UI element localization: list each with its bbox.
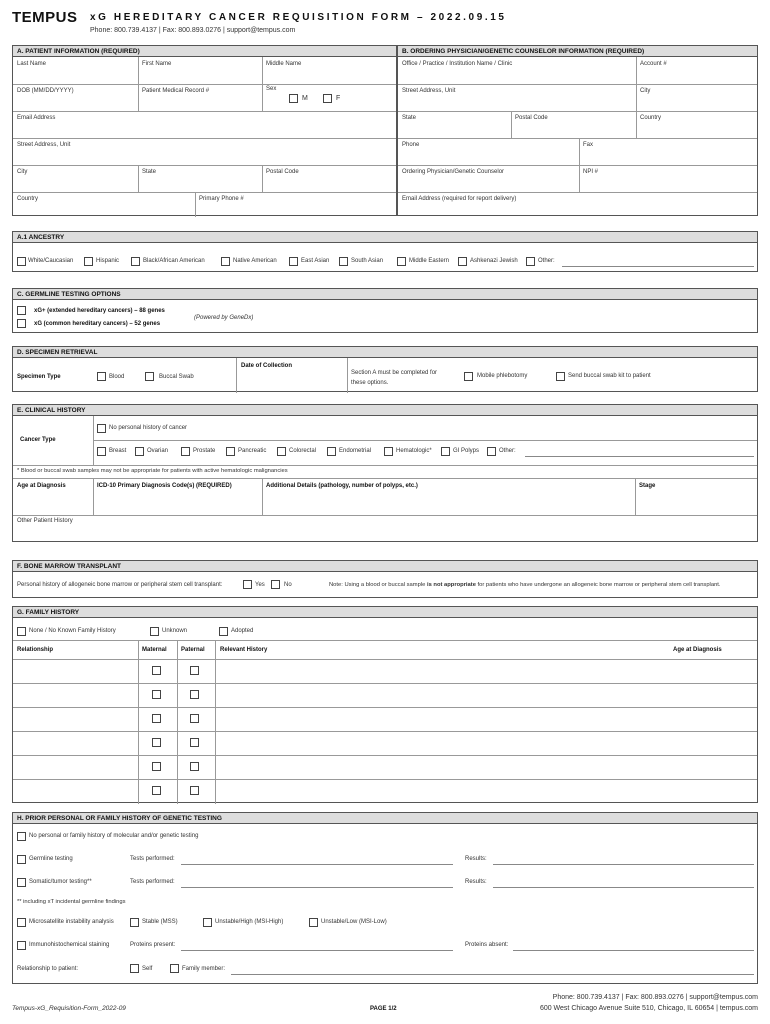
other-patient-history-field[interactable]: Other Patient History <box>17 518 73 524</box>
transplant-question: Personal history of allogeneic bone marrow or peripheral stem cell transplant: <box>17 582 223 588</box>
ancestry-option: Native American <box>233 258 277 264</box>
blood-label: Blood <box>109 374 125 380</box>
germline-results-label: Results: <box>465 856 487 862</box>
section-b-title: B. ORDERING PHYSICIAN/GENETIC COUNSELOR INFORMATION (REQUIRED) <box>398 46 757 57</box>
somatic-results-input[interactable] <box>493 887 754 888</box>
transplant-yes-checkbox[interactable] <box>243 580 252 589</box>
form-id: Tempus-xG_Requisition-Form_2022-09 <box>12 1005 126 1012</box>
sex-female-checkbox[interactable] <box>323 94 332 103</box>
stage-field[interactable]: Stage <box>639 483 656 489</box>
physician-street-field[interactable]: Street Address, Unit <box>402 88 456 94</box>
cancer-type-option: Breast <box>109 448 127 454</box>
maternal-checkbox[interactable] <box>152 690 161 699</box>
section-f-transplant <box>12 560 758 598</box>
genedx-note: (Powered by GeneDx) <box>194 315 254 321</box>
patient-postal-field[interactable]: Postal Code <box>266 169 299 175</box>
ancestry-checkbox[interactable] <box>526 257 535 266</box>
section-e-clinical <box>12 404 758 542</box>
ancestry-checkbox[interactable] <box>339 257 348 266</box>
germline-tests-label: Tests performed: <box>130 856 175 862</box>
ancestry-checkbox[interactable] <box>397 257 406 266</box>
ancestry-checkbox[interactable] <box>84 257 93 266</box>
no-family-history-label: None / No Known Family History <box>29 628 116 634</box>
office-field[interactable]: Office / Practice / Institution Name / Clinic <box>402 61 513 67</box>
sex-male-label: M <box>302 95 308 102</box>
family-age-header: Age at Diagnosis <box>673 647 722 653</box>
msi-high-label: Unstable/High (MSI-High) <box>215 919 284 925</box>
no-family-history-checkbox[interactable] <box>17 627 26 636</box>
cancer-type-option: Endometrial <box>339 448 372 454</box>
msi-analysis-label: Microsatellite instability analysis <box>29 919 114 925</box>
section-a1-ancestry <box>12 231 758 272</box>
cancer-type-checkbox[interactable] <box>277 447 286 456</box>
transplant-note: Note: Using a blood or buccal sample is not appropriate for patients who have undergone an allogeneic bone marrow or peripheral stem cell transplant. <box>329 582 721 588</box>
paternal-checkbox[interactable] <box>190 714 199 723</box>
xg-plus-label: xG+ (extended hereditary cancers) – 88 genes <box>34 308 165 314</box>
xg-label: xG (common hereditary cancers) – 52 genes <box>34 321 161 327</box>
additional-details-field[interactable]: Additional Details (pathology, number of polyps, etc.) <box>266 483 418 489</box>
transplant-no-label: No <box>284 582 292 588</box>
cancer-type-option: Prostate <box>193 448 216 454</box>
no-prior-testing-checkbox[interactable] <box>17 832 26 841</box>
family-member-checkbox[interactable] <box>170 964 179 973</box>
ancestry-option: South Asian <box>351 258 384 264</box>
maternal-checkbox[interactable] <box>152 762 161 771</box>
family-member-label: Family member: <box>182 966 226 972</box>
msi-low-checkbox[interactable] <box>309 918 318 927</box>
germline-testing-label: Germline testing <box>29 856 73 862</box>
hematologic-footnote: * Blood or buccal swab samples may not be appropriate for patients with active hematologic malignancies <box>17 468 288 474</box>
cancer-type-checkbox[interactable] <box>441 447 450 456</box>
cancer-type-checkbox[interactable] <box>384 447 393 456</box>
physician-fax-field[interactable]: Fax <box>583 142 594 148</box>
no-cancer-history-checkbox[interactable] <box>97 424 106 433</box>
mss-checkbox[interactable] <box>130 918 139 927</box>
cancer-type-checkbox[interactable] <box>97 447 106 456</box>
ancestry-checkbox[interactable] <box>131 257 140 266</box>
send-kit-checkbox[interactable] <box>556 372 565 381</box>
adopted-label: Adopted <box>231 628 254 634</box>
somatic-testing-label: Somatic/tumor testing** <box>29 879 92 885</box>
ancestry-option: East Asian <box>301 258 330 264</box>
cancer-other-input[interactable] <box>525 456 754 457</box>
section-h-prior-testing <box>12 812 758 984</box>
adopted-checkbox[interactable] <box>219 627 228 636</box>
somatic-results-label: Results: <box>465 879 487 885</box>
ihc-staining-checkbox[interactable] <box>17 941 26 950</box>
patient-country-field[interactable]: Country <box>17 196 39 202</box>
collection-date-field[interactable]: Date of Collection <box>241 363 293 369</box>
patient-city-field[interactable]: City <box>17 169 28 175</box>
relationship-header: Relationship <box>17 647 54 653</box>
maternal-checkbox[interactable] <box>152 738 161 747</box>
family-member-input[interactable] <box>231 974 754 975</box>
physician-country-field[interactable]: Country <box>640 115 662 121</box>
footer-contact: Phone: 800.739.4137 | Fax: 800.893.0276 | support@tempus.com <box>552 994 758 1001</box>
maternal-checkbox[interactable] <box>152 786 161 795</box>
self-label: Self <box>142 966 153 972</box>
relevant-history-header: Relevant History <box>220 647 268 653</box>
form-title: xG HEREDITARY CANCER REQUISITION FORM – 2022.09.15 <box>90 12 507 23</box>
buccal-swab-checkbox[interactable] <box>145 372 154 381</box>
section-a1-title: A.1 ANCESTRY <box>13 232 757 243</box>
ancestry-checkbox[interactable] <box>458 257 467 266</box>
relationship-to-patient-label: Relationship to patient: <box>17 966 79 972</box>
proteins-present-label: Proteins present: <box>130 942 176 948</box>
section-d-specimen <box>12 346 758 392</box>
maternal-header: Maternal <box>142 647 167 653</box>
cancer-type-option: Hematologic* <box>396 448 432 454</box>
sex-male-checkbox[interactable] <box>289 94 298 103</box>
proteins-present-input[interactable] <box>181 950 453 951</box>
specimen-type-label: Specimen Type <box>17 374 61 380</box>
cancer-type-checkbox[interactable] <box>487 447 496 456</box>
paternal-header: Paternal <box>181 647 205 653</box>
physician-state-field[interactable]: State <box>402 115 417 121</box>
maternal-checkbox[interactable] <box>152 666 161 675</box>
germline-testing-checkbox[interactable] <box>17 855 26 864</box>
section-g-title: G. FAMILY HISTORY <box>13 607 757 618</box>
ancestry-option: Middle Eastern <box>409 258 450 264</box>
mss-label: Stable (MSS) <box>142 919 178 925</box>
ordering-physician-field[interactable]: Ordering Physician/Genetic Counselor <box>402 169 505 175</box>
dob-field[interactable]: DOB (MM/DD/YYYY) <box>17 88 74 94</box>
no-prior-testing-label: No personal or family history of molecular and/or genetic testing <box>29 833 199 839</box>
ancestry-option: White/Caucasian <box>28 258 74 264</box>
section-c-germline <box>12 288 758 333</box>
ancestry-checkbox[interactable] <box>221 257 230 266</box>
buccal-swab-label: Buccal Swab <box>159 374 194 380</box>
msi-low-label: Unstable/Low (MSI-Low) <box>321 919 387 925</box>
header-contact: Phone: 800.739.4137 | Fax: 800.893.0276 | support@tempus.com <box>90 27 296 34</box>
section-f-title: F. BONE MARROW TRANSPLANT <box>13 561 757 572</box>
middle-name-field[interactable]: Middle Name <box>266 61 302 67</box>
page-number: PAGE 1/2 <box>370 1006 397 1012</box>
ancestry-option: Ashkenazi Jewish <box>470 258 518 264</box>
paternal-checkbox[interactable] <box>190 762 199 771</box>
section-e-title: E. CLINICAL HISTORY <box>13 405 757 416</box>
section-b-physician <box>397 45 758 216</box>
mobile-phlebotomy-checkbox[interactable] <box>464 372 473 381</box>
footer-address: 600 West Chicago Avenue Suite 510, Chicago, IL 60654 | tempus.com <box>539 1005 758 1012</box>
cancer-type-option: Other: <box>499 448 516 454</box>
account-field[interactable]: Account # <box>640 61 667 67</box>
section-a-patient <box>12 45 397 216</box>
section-a-title: A. PATIENT INFORMATION (REQUIRED) <box>13 46 396 57</box>
incidental-footnote: ** including xT incidental germline findings <box>17 899 126 905</box>
cancer-type-option: Pancreatic <box>238 448 267 454</box>
icd10-field[interactable]: ICD-10 Primary Diagnosis Code(s) (REQUIRED) <box>97 483 232 489</box>
npi-field[interactable]: NPI # <box>583 169 599 175</box>
section-d-title: D. SPECIMEN RETRIEVAL <box>13 347 757 358</box>
ancestry-option: Other: <box>538 258 555 264</box>
self-checkbox[interactable] <box>130 964 139 973</box>
tempus-logo: TEMPUS <box>12 9 78 26</box>
family-unknown-label: Unknown <box>162 628 188 634</box>
paternal-checkbox[interactable] <box>190 666 199 675</box>
xg-plus-checkbox[interactable] <box>17 306 26 315</box>
physician-email-field[interactable]: Email Address (required for report delivery) <box>402 196 517 202</box>
cancer-type-option: GI Polyps <box>453 448 480 454</box>
proteins-absent-input[interactable] <box>513 950 754 951</box>
section-g-family <box>12 606 758 803</box>
somatic-tests-label: Tests performed: <box>130 879 175 885</box>
mrn-field[interactable]: Patient Medical Record # <box>142 88 210 94</box>
age-at-diagnosis-field[interactable]: Age at Diagnosis <box>17 483 66 489</box>
ancestry-checkbox[interactable] <box>289 257 298 266</box>
mobile-phlebotomy-label: Mobile phlebotomy <box>477 373 528 379</box>
somatic-testing-checkbox[interactable] <box>17 878 26 887</box>
patient-email-field[interactable]: Email Address <box>17 115 56 121</box>
cancer-type-option: Ovarian <box>147 448 169 454</box>
ihc-staining-label: Immunohistochemical staining <box>29 942 110 948</box>
paternal-checkbox[interactable] <box>190 786 199 795</box>
maternal-checkbox[interactable] <box>152 714 161 723</box>
section-a-required-note: Section A must be completed for these options. <box>351 370 438 386</box>
msi-high-checkbox[interactable] <box>203 918 212 927</box>
proteins-absent-label: Proteins absent: <box>465 942 509 948</box>
transplant-no-checkbox[interactable] <box>271 580 280 589</box>
cancer-type-checkbox[interactable] <box>135 447 144 456</box>
transplant-yes-label: Yes <box>255 582 265 588</box>
msi-analysis-checkbox[interactable] <box>17 918 26 927</box>
germline-results-input[interactable] <box>493 864 754 865</box>
patient-state-field[interactable]: State <box>142 169 157 175</box>
cancer-type-checkbox[interactable] <box>226 447 235 456</box>
physician-phone-field[interactable]: Phone <box>402 142 420 148</box>
physician-city-field[interactable]: City <box>640 88 651 94</box>
ancestry-checkbox[interactable] <box>17 257 26 266</box>
sex-label: Sex <box>266 86 277 92</box>
section-h-title: H. PRIOR PERSONAL OR FAMILY HISTORY OF GENETIC TESTING <box>13 813 757 824</box>
cancer-type-checkbox[interactable] <box>327 447 336 456</box>
first-name-field[interactable]: First Name <box>142 61 172 67</box>
no-cancer-history-label: No personal history of cancer <box>109 425 188 431</box>
cancer-type-label: Cancer Type <box>20 437 56 443</box>
sex-female-label: F <box>336 95 341 102</box>
section-c-title: C. GERMLINE TESTING OPTIONS <box>13 289 757 300</box>
cancer-type-checkbox[interactable] <box>181 447 190 456</box>
somatic-tests-input[interactable] <box>181 887 453 888</box>
send-kit-label: Send buccal swab kit to patient <box>568 373 651 379</box>
paternal-checkbox[interactable] <box>190 690 199 699</box>
blood-checkbox[interactable] <box>97 372 106 381</box>
xg-checkbox[interactable] <box>17 319 26 328</box>
patient-street-field[interactable]: Street Address, Unit <box>17 142 71 148</box>
last-name-field[interactable]: Last Name <box>17 61 47 67</box>
patient-phone-field[interactable]: Primary Phone # <box>199 196 244 202</box>
family-unknown-checkbox[interactable] <box>150 627 159 636</box>
ancestry-other-input[interactable] <box>562 266 754 267</box>
physician-postal-field[interactable]: Postal Code <box>515 115 548 121</box>
germline-tests-input[interactable] <box>181 864 453 865</box>
cancer-type-option: Colorectal <box>289 448 317 454</box>
ancestry-option: Black/African American <box>143 258 205 264</box>
ancestry-option: Hispanic <box>96 258 120 264</box>
paternal-checkbox[interactable] <box>190 738 199 747</box>
